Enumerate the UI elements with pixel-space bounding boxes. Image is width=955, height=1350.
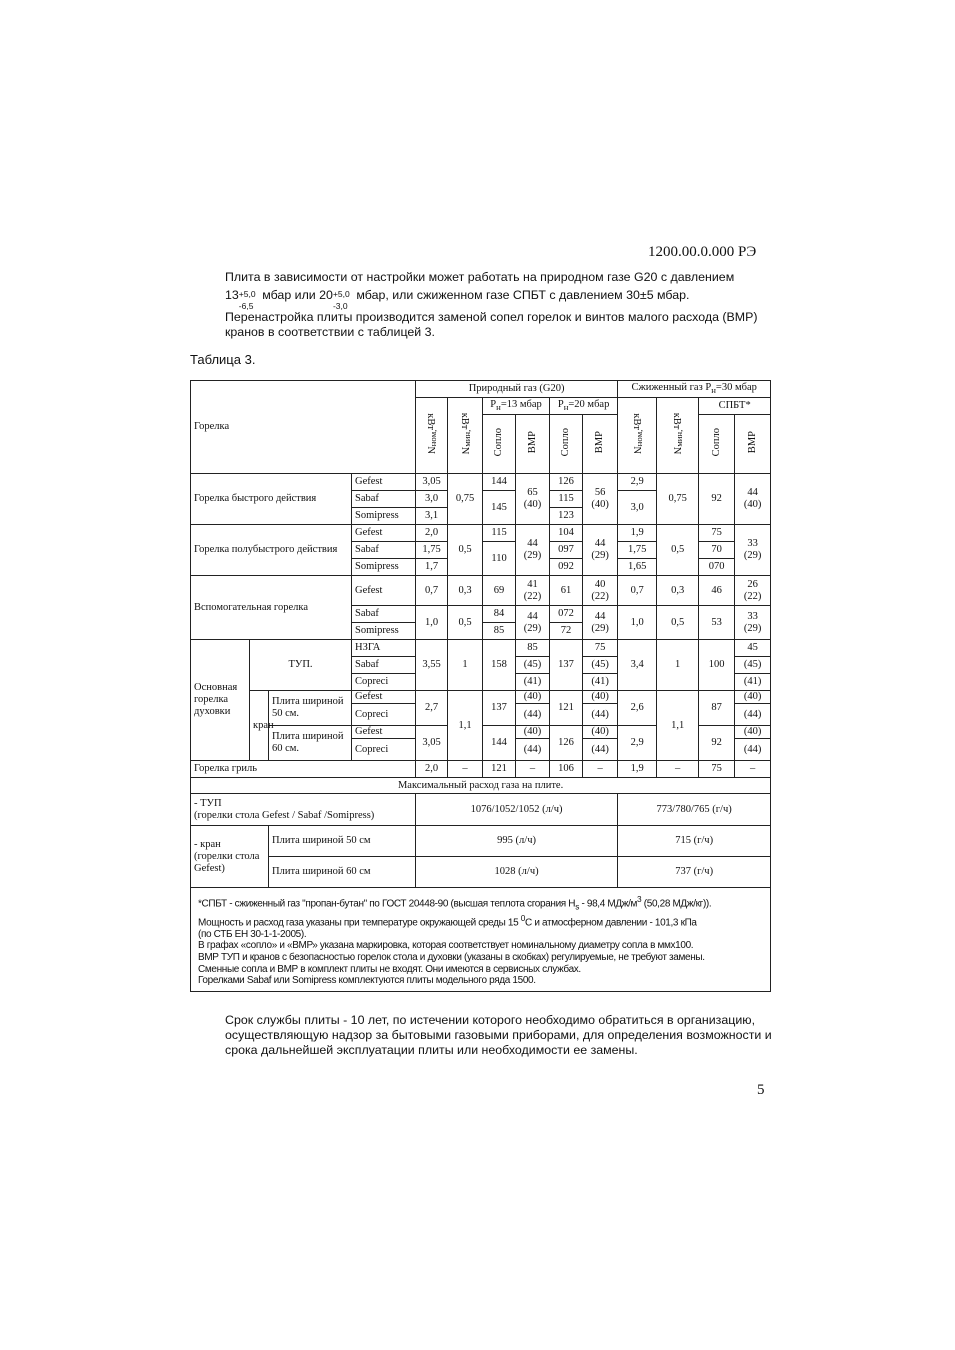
- cell: 0,75: [448, 474, 483, 525]
- cell: 26 (22): [735, 576, 771, 606]
- cell: (41): [583, 674, 618, 691]
- cell: 33 (29): [735, 606, 771, 640]
- cell: 126: [550, 474, 583, 491]
- cell: 44 (29): [516, 525, 550, 576]
- brand: Copreci: [352, 704, 416, 726]
- cell: 137: [550, 640, 583, 691]
- oven-width-50: Плита шириной 50 см.: [269, 691, 352, 726]
- header-spbt: СПБТ*: [699, 398, 771, 415]
- table-row: [191, 857, 771, 888]
- table-row: [191, 640, 771, 657]
- header-vmr-liq: ВМР: [735, 415, 771, 474]
- cell: (45): [516, 657, 550, 674]
- burner-auxiliary: Вспомогательная горелка: [191, 576, 352, 640]
- intro-mid: мбар или 20: [258, 288, 333, 302]
- brand: Sabaf: [352, 657, 416, 674]
- cell: 097: [550, 542, 583, 559]
- cell: 158: [483, 640, 516, 691]
- cell: 2,0: [416, 761, 448, 778]
- header-burner: Горелка: [191, 381, 416, 474]
- max-flow-width-60: Плита шириной 60 см: [269, 857, 416, 888]
- brand: Somipress: [352, 559, 416, 576]
- cell: 737 (г/ч): [618, 857, 771, 888]
- max-flow-tup: [191, 794, 416, 826]
- cell: 1: [448, 640, 483, 691]
- cell: 715 (г/ч): [618, 826, 771, 857]
- max-flow-kran-line-3: Gefest): [194, 862, 225, 874]
- cell: (40): [516, 726, 550, 739]
- cell: (45): [583, 657, 618, 674]
- header-natural-gas: Природный газ (G20): [416, 381, 618, 398]
- cell: 2,0: [416, 525, 448, 542]
- cell: 0,5: [448, 525, 483, 576]
- brand: Somipress: [352, 508, 416, 525]
- max-flow-tup-line-1: - ТУП: [194, 797, 222, 809]
- header-liq-nnom: $N_{ном,}кВт$: [618, 398, 657, 474]
- cell: 1076/1052/1052 (л/ч): [416, 794, 618, 826]
- cell: 1,0: [416, 606, 448, 640]
- cell: 1,0: [618, 606, 657, 640]
- cell: 1,75: [416, 542, 448, 559]
- cell: 0,5: [448, 606, 483, 640]
- cell: 0,75: [657, 474, 699, 525]
- note-line: (по СТБ ЕН 30-1-1-2005).: [198, 928, 307, 940]
- cell: (40): [516, 691, 550, 704]
- cell: 92: [699, 726, 735, 761]
- cell: 0,3: [448, 576, 483, 606]
- brand: НЗГА: [352, 640, 416, 657]
- cell: –: [735, 761, 771, 778]
- cell: 72: [550, 623, 583, 640]
- oven-width-60: Плита шириной 60 см.: [269, 726, 352, 761]
- cell: 126: [550, 726, 583, 761]
- cell: (44): [735, 739, 771, 761]
- brand: Sabaf: [352, 606, 416, 623]
- cell: (40): [735, 691, 771, 704]
- header-p20: $P_н=20$ мбар: [550, 398, 618, 415]
- cell: 2,6: [618, 691, 657, 726]
- service-life-paragraph: Срок службы плиты - 10 лет, по истечении которого необходимо обратиться в организацию, осуществляющую надзор за бытовыми газовыми приборами, для определения возможности и срока дальнейшей эксплуатации плиты или необходимости ее замены.: [225, 1013, 772, 1057]
- cell: 773/780/765 (г/ч): [618, 794, 771, 826]
- header-nmin: $N_{мин,}кВт$: [448, 398, 483, 474]
- cell: 85: [516, 640, 550, 657]
- cell: 3,05: [416, 726, 448, 761]
- cell: 0,7: [416, 576, 448, 606]
- header-vmr-13: ВМР: [516, 415, 550, 474]
- cell: 65 (40): [516, 474, 550, 525]
- note-line: Мощность и расход газа указаны при температуре окружающей среды 15 $^0$С и атмосферном давлении - 101,3 кПа: [198, 912, 697, 929]
- table-row: [191, 778, 771, 794]
- page-number: 5: [757, 1082, 765, 1098]
- cell: 85: [483, 623, 516, 640]
- cell: (40): [735, 726, 771, 739]
- cell: 87: [699, 691, 735, 726]
- cell: 75: [699, 761, 735, 778]
- cell: 3,05: [416, 474, 448, 491]
- cell: 3,4: [618, 640, 657, 691]
- cell: 121: [483, 761, 516, 778]
- cell: 53: [699, 606, 735, 640]
- cell: 44 (29): [583, 525, 618, 576]
- pressure-13: 13: [225, 288, 239, 302]
- cell: 41 (22): [516, 576, 550, 606]
- brand: Sabaf: [352, 491, 416, 508]
- max-flow-kran-line-1: - кран: [194, 838, 221, 850]
- cell: 40 (22): [583, 576, 618, 606]
- note-line: Горелками Sabaf или Somipress комплектуются плиты модельного ряда 1500.: [198, 975, 536, 987]
- header-vmr-20: ВМР: [583, 415, 618, 474]
- cell: 1,9: [618, 761, 657, 778]
- cell: 145: [483, 491, 516, 525]
- intro-end: мбар, или сжиженном газе СПБТ с давлением 30±5 мбар.: [352, 288, 690, 302]
- cell: 3,0: [618, 491, 657, 525]
- cell: 61: [550, 576, 583, 606]
- brand: Gefest: [352, 525, 416, 542]
- brand: Copreci: [352, 674, 416, 691]
- cell: 106: [550, 761, 583, 778]
- cell: 2,9: [618, 726, 657, 761]
- table-row: [191, 826, 771, 857]
- cell: 44 (40): [735, 474, 771, 525]
- cell: (40): [583, 691, 618, 704]
- cell: 46: [699, 576, 735, 606]
- cell: 3,55: [416, 640, 448, 691]
- cell: 56 (40): [583, 474, 618, 525]
- cell: 1,1: [657, 691, 699, 761]
- cell: 104: [550, 525, 583, 542]
- header-nozzle-liq: Сопло: [699, 415, 735, 474]
- cell: 1,9: [618, 525, 657, 542]
- table-caption: Таблица 3.: [190, 352, 256, 367]
- cell: 3,1: [416, 508, 448, 525]
- cell: 144: [483, 726, 516, 761]
- header-nnom: $N_{ном,}кВт$: [416, 398, 448, 474]
- cell: (44): [516, 739, 550, 761]
- cell: 84: [483, 606, 516, 623]
- cell: –: [448, 761, 483, 778]
- burner-oven: Основная горелка духовки: [191, 640, 250, 761]
- cell: 2,7: [416, 691, 448, 726]
- cell: 2,9: [618, 474, 657, 491]
- table-notes: [191, 888, 771, 992]
- note-line: В графах «сопло» и «ВМР» указана маркировка, которая соответствует номинальному диаметру сопла в ммх100.: [198, 940, 694, 952]
- cell: 144: [483, 474, 516, 491]
- brand: Sabaf: [352, 542, 416, 559]
- brand: Gefest: [352, 691, 416, 704]
- cell: 44 (29): [516, 606, 550, 640]
- note-line: ВМР ТУП и кранов с безопасностью горелок стола и духовки (указаны в скобках) регулируемые, не требуют замены.: [198, 952, 705, 964]
- burner-rapid: Горелка быстрого действия: [191, 474, 352, 525]
- table-row: [191, 888, 771, 992]
- cell: 100: [699, 640, 735, 691]
- cell: (44): [583, 739, 618, 761]
- cell: 0,7: [618, 576, 657, 606]
- document-code: 1200.00.0.000 РЭ: [648, 244, 757, 260]
- cell: 1,75: [618, 542, 657, 559]
- cell: (41): [735, 674, 771, 691]
- cell: 44 (29): [583, 606, 618, 640]
- note-line: Сменные сопла и ВМР в комплект плиты не входят. Они имеются в сервисных службах.: [198, 963, 581, 975]
- cell: 070: [699, 559, 735, 576]
- brand: Somipress: [352, 623, 416, 640]
- cell: 115: [550, 491, 583, 508]
- cell: (40): [583, 726, 618, 739]
- table-row: [191, 761, 771, 778]
- cell: –: [583, 761, 618, 778]
- cell: 110: [483, 542, 516, 576]
- cell: 1,65: [618, 559, 657, 576]
- cell: 3,0: [416, 491, 448, 508]
- gas-table: [190, 380, 771, 992]
- cell: 123: [550, 508, 583, 525]
- cell: 092: [550, 559, 583, 576]
- cell: 75: [583, 640, 618, 657]
- cell: 1: [657, 640, 699, 691]
- header-liquefied-gas: Сжиженный газ $P_н=30$ мбар: [618, 381, 771, 398]
- header-nozzle-13: Сопло: [483, 415, 516, 474]
- cell: 0,5: [657, 525, 699, 576]
- cell: 45: [735, 640, 771, 657]
- max-flow-title: Максимальный расход газа на плите.: [191, 778, 771, 794]
- cell: 69: [483, 576, 516, 606]
- table-row: [191, 525, 771, 542]
- oven-tup: ТУП.: [250, 640, 352, 691]
- header-liq-nmin: $N_{мин,}кВт$: [657, 398, 699, 474]
- max-flow-kran-line-2: (горелки стола: [194, 850, 260, 862]
- header-row-1: [191, 381, 771, 398]
- intro-paragraph-pressure: [225, 270, 775, 311]
- brand: Gefest: [352, 474, 416, 491]
- burner-grill: Горелка гриль: [191, 761, 416, 778]
- header-nozzle-20: Сопло: [550, 415, 583, 474]
- cell: (45): [735, 657, 771, 674]
- cell: (44): [516, 704, 550, 726]
- cell: 75: [699, 525, 735, 542]
- cell: 995 (л/ч): [416, 826, 618, 857]
- max-flow-tup-line-2: (горелки стола Gefest / Sabaf /Somipress): [194, 809, 375, 821]
- cell: (44): [583, 704, 618, 726]
- cell: (41): [516, 674, 550, 691]
- cell: 1,7: [416, 559, 448, 576]
- intro-paragraph-readjust: Перенастройка плиты производится заменой сопел горелок и винтов малого расхода (ВМР) кранов в соответствии с таблицей 3.: [225, 310, 758, 339]
- table-row: [191, 576, 771, 606]
- max-flow-width-50: Плита шириной 50 см: [269, 826, 416, 857]
- cell: 33 (29): [735, 525, 771, 576]
- cell: 1,1: [448, 691, 483, 761]
- cell: (44): [735, 704, 771, 726]
- cell: –: [516, 761, 550, 778]
- brand: Gefest: [352, 726, 416, 739]
- table-row: [191, 794, 771, 826]
- table-row: [191, 474, 771, 491]
- cell: 0,3: [657, 576, 699, 606]
- brand: Copreci: [352, 739, 416, 761]
- cell: 072: [550, 606, 583, 623]
- cell: 92: [699, 474, 735, 525]
- intro-line-1: Плита в зависимости от настройки может работать на природном газе G20 с давлением: [225, 270, 735, 284]
- note-line: *СПБТ - сжиженный газ "пропан-бутан" по ГОСТ 20448-90 (высшая теплота сгорания $H_s - 98,4$ МДж/$м^3$ (50,28 МДж/кг)).: [198, 894, 712, 912]
- cell: 0,5: [657, 606, 699, 640]
- brand: Gefest: [352, 576, 416, 606]
- cell: –: [657, 761, 699, 778]
- oven-kran: кран: [250, 691, 269, 761]
- cell: 70: [699, 542, 735, 559]
- max-flow-kran: [191, 826, 269, 888]
- cell: 115: [483, 525, 516, 542]
- burner-semi-rapid: Горелка полубыстрого действия: [191, 525, 352, 576]
- cell: 1028 (л/ч): [416, 857, 618, 888]
- header-p13: $P_н=13$ мбар: [483, 398, 550, 415]
- cell: 137: [483, 691, 516, 726]
- cell: 121: [550, 691, 583, 726]
- intro-line-2: 13 +5,0 -6,5 мбар или 20 +5,0 -3,0 мбар, или сжиженном газе СПБТ с давлением 30±5 мбар.: [225, 288, 690, 311]
